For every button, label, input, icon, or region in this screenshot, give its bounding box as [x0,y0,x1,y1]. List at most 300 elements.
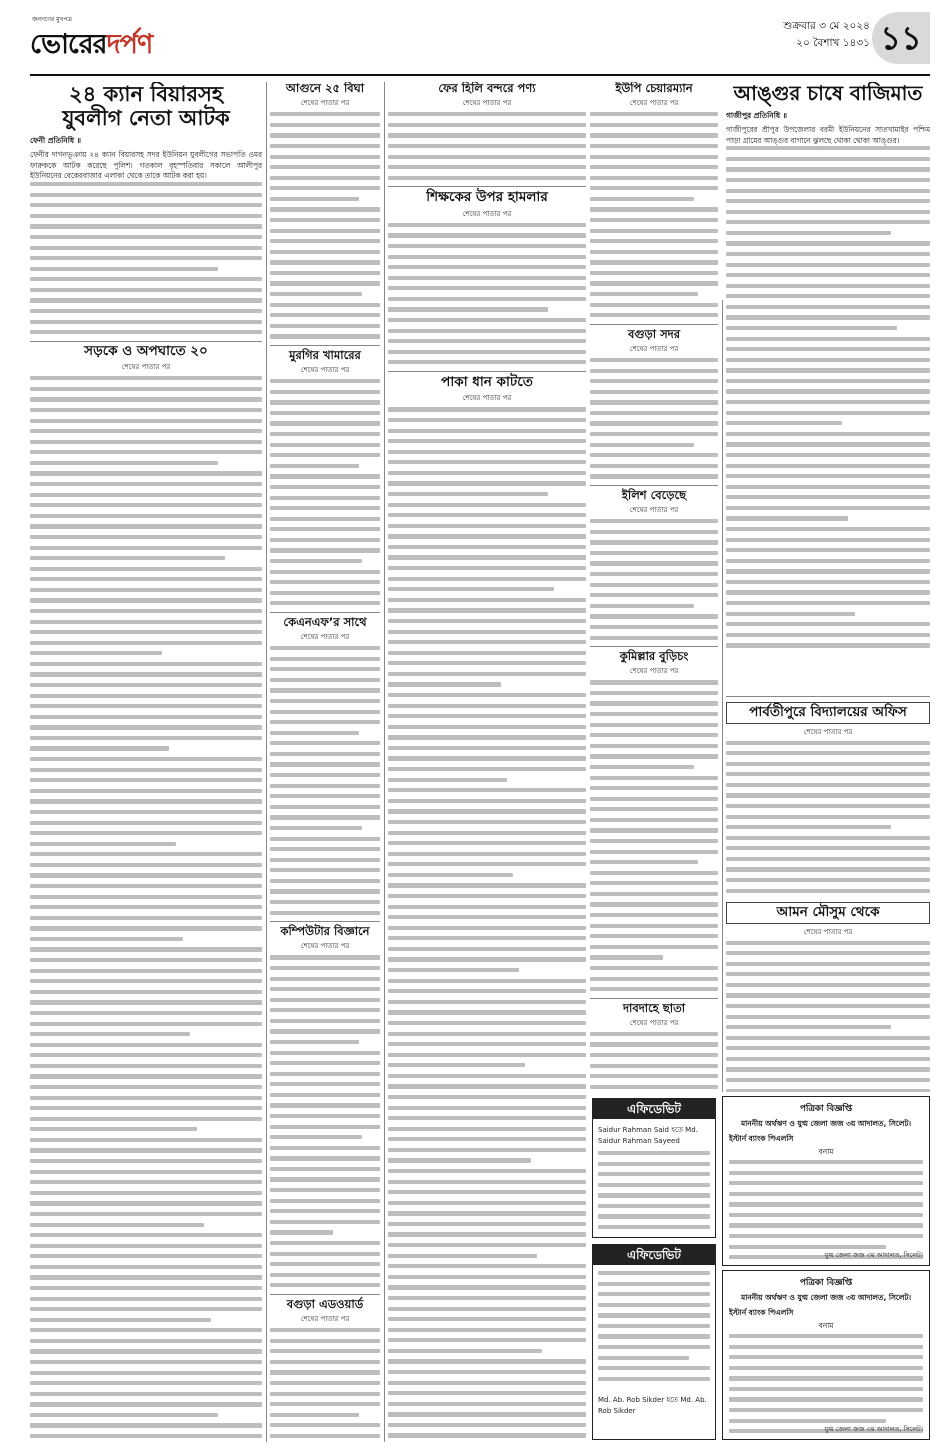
text-line [270,1146,380,1150]
text-line [729,1408,923,1412]
text-line [270,400,380,404]
text-line [30,256,262,260]
text-line [590,818,718,822]
text-line [388,756,586,760]
text-line [388,682,501,686]
text-line [590,369,718,373]
text-line [726,263,930,267]
headline-hilsa: ইলিশ বেড়েছে [621,487,687,502]
text-line [30,440,262,444]
text-line [726,612,855,616]
text-line [388,714,586,718]
text-line [388,947,586,951]
text-line [729,1192,923,1196]
text-line [270,292,362,296]
text-line [270,966,380,970]
sub-poultry: শেষের পাতার পর [300,366,350,375]
text-line [30,224,262,228]
text-line [598,1204,710,1208]
text-line [598,1193,710,1197]
text-line [270,998,380,1002]
text-line [590,1085,718,1089]
text-line [270,1156,380,1160]
text-line [726,241,930,245]
affidavit-2-body [598,1271,710,1387]
text-line [30,450,262,454]
column-divider [266,82,267,1442]
text-line [590,913,718,917]
headline-parbatipur: পার্বতীপুরে বিদ্যালয়ের অফিস [726,702,930,724]
text-line [30,947,262,951]
text-line [729,1202,923,1206]
text-line [590,966,718,970]
headline-computer: কম্পিউটার বিজ্ঞানে [280,924,370,939]
text-line [388,1063,525,1067]
text-line [30,905,262,909]
text-line [590,839,718,843]
text-line [388,165,586,169]
text-line [30,1022,262,1026]
text-line [270,186,380,190]
text-line [388,318,586,322]
text-line [388,524,586,528]
text-line [726,189,930,193]
text-line [388,1074,586,1078]
text-line [388,746,586,750]
sub-heat: শেষের পাতার পর [629,1018,679,1027]
text-line [30,577,262,581]
sub-bogura-sadar: শেষের পাতার পর [629,345,679,353]
text-line [30,1402,262,1406]
text-line [30,1000,262,1004]
sub-bogura-edward: শেষের পাতার পর [300,1315,350,1324]
text-line [30,1043,262,1047]
text-line [30,1275,262,1279]
text-line [270,1072,380,1076]
text-line [270,453,380,457]
text-line [388,1201,586,1205]
byline-yaba: ফেনী প্রতিনিধি ॥ [30,136,81,146]
text-line [590,281,718,285]
text-line [388,450,586,454]
text-line [30,503,262,507]
text-line [388,1084,586,1088]
text-line [270,710,380,714]
text-line [30,1117,262,1121]
text-line [388,788,586,792]
text-line [30,1360,262,1364]
text-line [590,250,718,254]
logo-name [30,24,152,69]
text-line [30,630,262,634]
text-line [388,1370,586,1374]
text-line [590,786,718,790]
text-line [388,926,586,930]
text-line [270,1273,380,1277]
text-line [30,1064,262,1068]
text-line [726,836,930,840]
text-line [729,1366,923,1370]
text-line [30,715,262,719]
text-line [388,1264,586,1268]
text-line [726,1036,930,1040]
text-line [270,165,380,169]
text-line [590,239,718,243]
text-line [388,1412,586,1416]
text-line [388,630,586,634]
text-line [388,233,586,237]
text-line [30,1423,262,1427]
text-line [598,1313,710,1317]
headline-teacher: শিক্ষকের উপর হামলার [426,189,548,206]
text-line [388,1359,586,1363]
text-line [590,955,663,959]
text-line [388,693,586,697]
text-line [30,641,262,645]
text-line [726,951,930,955]
text-line [388,1127,586,1131]
text-line [270,762,380,766]
text-line [270,474,380,478]
text-line [388,957,586,961]
text-line [388,176,586,180]
text-line [388,1423,586,1427]
court-2-body [723,1331,929,1433]
text-line [270,678,380,682]
text-line [388,979,586,983]
text-line [598,1282,710,1286]
text-line [590,892,718,896]
text-line [590,636,718,640]
text-line [270,580,380,584]
text-line [270,879,380,883]
text-line [598,1162,710,1166]
court-1-heading: পত্রিকা বিজ্ঞপ্তি [799,1104,853,1114]
text-line [726,294,930,298]
text-line [388,1180,586,1184]
text-line [726,751,930,755]
text-line [726,643,930,647]
text-line [726,326,897,330]
text-line [590,540,718,544]
text-line [30,852,262,856]
text-line [30,535,262,539]
text-line [590,218,718,222]
text-line [30,1085,262,1089]
text-line [30,1244,262,1248]
text-line [30,320,262,324]
affidavit-1-label: এফিডেভিট [593,1099,715,1119]
text-line [30,1286,262,1290]
affidavit-1-body [598,1151,710,1236]
text-line [270,805,380,809]
text-line [270,1339,380,1343]
text-line [726,1078,930,1082]
text-line [598,1345,710,1349]
text-line [388,1148,586,1152]
text-line [388,905,586,909]
text-line [270,752,380,756]
text-line [726,1057,930,1061]
text-line [590,421,718,425]
text-line [270,868,380,872]
text-line [388,1433,586,1437]
text-line [726,199,930,203]
text-line [30,1212,262,1216]
text-line [270,421,380,425]
text-line [270,1252,380,1256]
text-line [388,503,586,507]
text-line [270,570,380,574]
text-line [590,561,718,565]
text-line [30,1339,262,1343]
text-line [270,731,359,735]
text-line [726,527,930,531]
text-line [30,556,225,560]
text-line [598,1377,710,1381]
sub-up-chair: শেষের পাতার পর [629,99,679,108]
text-line [30,895,262,899]
text-line [729,1334,923,1338]
text-line [30,831,262,835]
text-line [598,1214,710,1218]
text-line [729,1171,923,1175]
text-line [30,979,262,983]
column-3 [388,82,586,1442]
text-line [30,1318,211,1322]
text-line [726,411,930,415]
text-line [30,598,262,602]
text-line [270,591,380,595]
text-line [726,538,930,542]
headline-bogura-sadar: বগুড়া সদর [627,326,681,341]
headline-kns: কেএনএফ’র সাথে [283,614,367,629]
headline-grape: আঙ্গুর চাষে বাজিমাত [733,82,923,105]
text-line [388,619,586,623]
text-line [270,229,380,233]
text-line [30,461,218,465]
text-line [270,1283,380,1287]
text-line [590,765,694,769]
text-line [590,1053,718,1057]
text-line [726,548,930,552]
text-line [270,334,380,338]
text-line [30,1053,262,1057]
text-line [726,1089,930,1092]
text-line [270,646,380,650]
text-line [590,754,718,758]
text-line [388,297,586,301]
text-line [270,1209,380,1213]
text-line [726,167,930,171]
text-line [30,309,262,313]
text-line [30,1307,262,1311]
text-line [590,797,718,801]
text-line [590,474,718,478]
affidavit-2-label: এফিডেভিট [593,1245,715,1265]
body-road [30,376,262,1442]
text-line [270,1349,380,1353]
text-line [726,601,930,605]
text-line [270,794,380,798]
text-line [270,123,380,127]
text-line [726,846,930,850]
logo-name-b: দর্পণ [106,29,153,60]
text-line [729,1376,923,1380]
text-line [30,298,262,302]
text-line [388,471,586,475]
text-line [590,828,718,832]
text-line [726,878,930,882]
text-line [590,292,698,296]
text-line [590,593,718,597]
body-parbatipur [726,741,930,893]
text-line [30,419,262,423]
text-line [270,837,380,841]
text-line [30,182,262,186]
text-line [590,229,718,233]
headline-hili: ফের হিলি বন্দরে পণ্য [438,82,536,95]
text-line [388,1243,586,1247]
text-line [30,821,262,825]
headline-road: সড়কে ও অপঘাতে ২০ [84,342,208,359]
text-line [590,776,718,780]
text-line [30,1011,262,1015]
court-2-heading: পত্রিকা বিজ্ঞপ্তি [799,1278,853,1288]
text-line [270,1328,380,1332]
text-line [270,1125,380,1129]
text-line [590,133,718,137]
text-line [598,1324,710,1328]
text-line [726,220,930,224]
text-line [726,495,930,499]
text-line [729,1387,923,1391]
text-line [388,672,586,676]
court-1-versus: বনাম [818,1147,834,1156]
text-line [726,825,891,829]
text-line [30,916,262,920]
text-line [598,1172,710,1176]
text-line [270,815,380,819]
text-line [590,390,718,394]
text-line [30,651,162,655]
text-line [590,530,718,534]
text-line [30,958,262,962]
masthead-rule [30,74,930,76]
grape-story [726,82,930,692]
text-line [729,1397,923,1401]
text-line [388,1402,586,1406]
text-line [30,1349,262,1353]
body-yaba [30,182,262,334]
text-line [30,746,169,750]
text-line [270,699,380,703]
text-line [30,408,262,412]
text-line [30,387,262,391]
text-line [388,640,586,644]
court-2-versus: বনাম [818,1321,834,1330]
column-divider [722,300,723,1092]
lede-grape: গাজীপুরের শ্রীপুর উপজেলার বরমী ইউনিয়নের সাতখামাইর পশ্চিম পাড়া গ্রামের আঙ্গুর বাগানে ঝুলছে থোকা থোকা আঙ্গুর। [726,125,930,145]
text-line [270,826,362,830]
text-line [726,983,930,987]
text-line [30,1201,262,1205]
text-line [388,661,586,665]
text-line [270,1114,380,1118]
text-line [590,1032,718,1036]
text-line [726,633,930,637]
text-line [726,559,930,563]
text-line [270,1241,380,1245]
text-line [388,112,586,116]
column-divider [384,82,385,1442]
text-line [270,1051,380,1055]
text-line [270,271,380,275]
body-bogura-sadar [590,358,718,479]
text-line [270,379,380,383]
text-line [270,464,359,468]
text-line [270,1103,380,1107]
text-line [30,588,262,592]
court-1-footer: যুগ্ম জেলা জজ ৩য় আদালত, সিলেট। [824,1251,923,1259]
headline-heat: দাবদাহে ছাতা [622,1000,686,1015]
issue-date [783,18,870,52]
text-line [30,768,262,772]
headline-up-chair: ইউপি চেয়ারম্যান [615,82,693,95]
text-line [30,990,262,994]
text-line [590,860,698,864]
text-line [30,884,262,888]
text-line [590,358,718,362]
text-line [590,411,718,415]
body-computer [270,955,380,1287]
court-notice-1 [722,1096,930,1266]
text-line [388,1116,586,1120]
text-line [590,604,694,608]
sub-paddy: শেষের পাতার পর [462,394,512,403]
text-line [30,1032,190,1036]
text-line [590,260,718,264]
text-line [30,1180,262,1184]
text-line [30,1233,262,1237]
text-line [270,1135,362,1139]
text-line [270,1177,380,1181]
text-line [388,1338,586,1342]
text-line [590,712,718,716]
text-line [270,1220,380,1224]
text-line [270,218,380,222]
text-line [590,680,718,684]
text-line [270,260,380,264]
text-line [388,809,586,813]
text-line [30,1106,262,1110]
text-line [30,873,262,877]
text-line [30,235,262,239]
text-line [388,286,586,290]
text-line [598,1225,710,1229]
text-line [30,493,262,497]
court-2-plaintiff: ইস্টার্ন ব্যাংক পিএলসি [729,1308,794,1317]
text-line [270,773,380,777]
body-aman [726,941,930,1092]
text-line [388,513,586,517]
text-line [388,778,507,782]
text-line [270,144,380,148]
text-line [30,810,262,814]
text-line [388,255,586,259]
body-hili [388,112,586,180]
section-divider [726,696,930,697]
